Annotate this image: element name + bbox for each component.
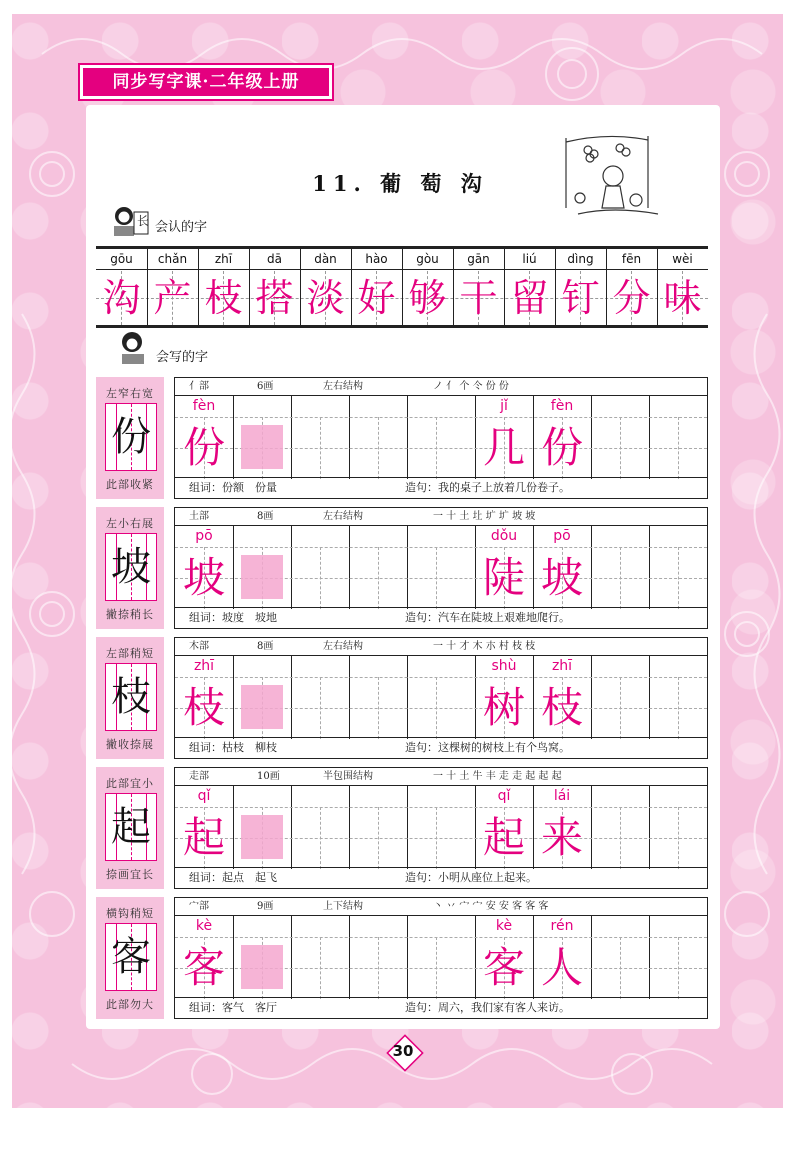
tracing-template	[241, 425, 283, 469]
guide-char-box	[105, 663, 157, 731]
stroke-order: 一 十 土 圵 圹 圹 坡 坡	[433, 511, 536, 522]
usage-row	[175, 997, 707, 1018]
word-char-2: 坡	[540, 553, 583, 602]
stroke-order: 丶 丷 宀 宀 安 安 客 客 客	[433, 901, 549, 912]
example-sentence: 造句：这棵树的树枝上有个鸟窝。	[405, 741, 570, 754]
model-char: 份	[182, 423, 225, 472]
pinyin-row	[175, 785, 707, 808]
word-pinyin-2: rén	[550, 918, 574, 934]
recognize-pinyin: chǎn	[157, 252, 188, 266]
tip-bottom: 撇捺稍长	[106, 609, 154, 621]
writing-grid	[175, 525, 707, 609]
guide-char-box	[105, 533, 157, 601]
example-sentence: 造句：我的桌子上放着几份卷子。	[405, 481, 570, 494]
pinyin-row	[175, 525, 707, 548]
tip-top: 左小右展	[106, 518, 154, 530]
recognize-item	[453, 249, 504, 325]
radical: 亻部	[189, 381, 209, 392]
stroke-order: 一 十 土 牛 丰 走 走 起 起 起	[433, 771, 562, 782]
word-pinyin-1: shù	[491, 658, 517, 674]
recognize-pinyin: gòu	[416, 252, 439, 266]
word-char-2: 人	[540, 943, 583, 992]
structure-tip-panel	[96, 507, 164, 629]
structure-tip-panel	[96, 897, 164, 1019]
word-pinyin-2: fèn	[550, 398, 574, 414]
lesson-title: 11. 葡 萄 沟	[312, 171, 488, 196]
recognize-pinyin: fēn	[621, 252, 642, 266]
word-examples: 组词：枯枝 柳枝	[189, 741, 277, 754]
page-number: 30	[392, 1042, 414, 1060]
practice-area	[174, 767, 708, 889]
example-sentence: 造句：汽车在陡坡上艰难地爬行。	[405, 611, 570, 624]
writing-block	[96, 507, 708, 629]
char-info-row	[175, 638, 707, 656]
girl-writing-icon	[116, 330, 156, 366]
recognize-char: 干	[459, 276, 498, 320]
recognize-pinyin: dā	[267, 252, 282, 266]
word-examples: 组词：起点 起飞	[189, 871, 277, 884]
writing-grid	[175, 915, 707, 999]
recognize-char: 钉	[561, 276, 600, 320]
word-char-2: 来	[540, 813, 583, 862]
write-section-label: 会写的字	[156, 349, 209, 364]
usage-row	[175, 607, 707, 628]
word-pinyin-2: pō	[553, 528, 571, 544]
cell-divider	[402, 249, 403, 325]
stroke-order: 一 十 才 木 朩 村 枝 枝	[433, 641, 536, 652]
recognize-item	[249, 249, 300, 325]
writing-grid	[175, 655, 707, 739]
cell-divider	[198, 249, 199, 325]
radical: 木部	[189, 641, 209, 652]
usage-row	[175, 867, 707, 888]
recognize-item	[657, 249, 708, 325]
stroke-count: 10画	[257, 771, 280, 782]
recognize-item	[351, 249, 402, 325]
practice-area	[174, 637, 708, 759]
char-pinyin: qǐ	[197, 788, 211, 804]
recognize-item	[300, 249, 351, 325]
writing-block	[96, 897, 708, 1019]
word-examples: 组词：坡度 坡地	[189, 611, 277, 624]
tracing-template	[241, 815, 283, 859]
recognize-item	[555, 249, 606, 325]
word-pinyin-1: dǒu	[490, 528, 518, 544]
char-info-row	[175, 508, 707, 526]
structure-tip-panel	[96, 637, 164, 759]
cell-divider	[657, 249, 658, 325]
writing-block	[96, 377, 708, 499]
word-pinyin-2: lái	[553, 788, 571, 804]
writing-grid	[175, 785, 707, 869]
model-char: 起	[182, 813, 225, 862]
tracing-template	[241, 945, 283, 989]
char-info-row	[175, 378, 707, 396]
writing-block	[96, 637, 708, 759]
recognize-char: 搭	[255, 276, 294, 320]
cell-divider	[147, 249, 148, 325]
char-pinyin: kè	[195, 918, 213, 934]
tracing-template	[241, 685, 283, 729]
pinyin-row	[175, 395, 707, 418]
recognize-pinyin: wèi	[672, 252, 693, 266]
usage-row	[175, 477, 707, 498]
cell-divider	[249, 249, 250, 325]
word-pinyin-1: kè	[495, 918, 513, 934]
stroke-count: 8画	[257, 511, 274, 522]
recognize-pinyin: liú	[522, 252, 537, 266]
usage-row	[175, 737, 707, 758]
grape-vine-illustration	[558, 128, 668, 220]
recognize-item	[96, 249, 147, 325]
example-sentence: 造句：小明从座位上起来。	[405, 871, 537, 884]
word-pinyin-1: jǐ	[500, 398, 508, 414]
structure: 上下结构	[323, 901, 363, 912]
stroke-count: 9画	[257, 901, 274, 912]
structure: 半包围结构	[323, 771, 373, 782]
recognize-item	[198, 249, 249, 325]
word-char-1: 陡	[482, 553, 525, 602]
word-char-1: 起	[482, 813, 525, 862]
example-sentence: 造句：周六，我们家有客人来访。	[405, 1001, 570, 1014]
tip-top: 左部稍短	[106, 648, 154, 660]
char-pinyin: pō	[195, 528, 213, 544]
practice-area	[174, 377, 708, 499]
guide-char: 枝	[111, 674, 151, 720]
writing-block	[96, 767, 708, 889]
word-char-2: 枝	[540, 683, 583, 732]
series-title-tag: 同步写字课·二年级上册	[80, 65, 332, 99]
radical: 宀部	[189, 901, 209, 912]
cell-divider	[606, 249, 607, 325]
guide-char: 份	[111, 414, 151, 460]
pinyin-row	[175, 915, 707, 938]
guide-char: 坡	[111, 544, 151, 590]
recognize-pinyin: dìng	[567, 252, 594, 266]
tip-bottom: 捺画宜长	[106, 869, 154, 881]
stroke-order: ノ 亻 个 仒 份 份	[433, 381, 509, 392]
word-examples: 组词：份额 份量	[189, 481, 277, 494]
model-char: 客	[182, 943, 225, 992]
word-pinyin-2: zhī	[551, 658, 573, 674]
radical: 土部	[189, 511, 209, 522]
structure-tip-panel	[96, 767, 164, 889]
tip-bottom: 此部收紧	[106, 479, 154, 491]
radical: 走部	[189, 771, 209, 782]
model-char: 坡	[182, 553, 225, 602]
word-pinyin-1: qǐ	[497, 788, 511, 804]
recognize-char: 分	[612, 276, 651, 320]
guide-char-box	[105, 403, 157, 471]
word-char-1: 客	[482, 943, 525, 992]
recognize-pinyin: gān	[467, 252, 490, 266]
tip-top: 左窄右宽	[106, 388, 154, 400]
char-info-row	[175, 768, 707, 786]
word-char-2: 份	[540, 423, 583, 472]
cell-divider	[555, 249, 556, 325]
recognize-pinyin: dàn	[314, 252, 337, 266]
cell-divider	[300, 249, 301, 325]
writing-grid	[175, 395, 707, 479]
recognize-char: 够	[408, 276, 447, 320]
recognize-char: 枝	[204, 276, 243, 320]
guide-char: 起	[111, 804, 151, 850]
structure: 左右结构	[323, 381, 363, 392]
stroke-count: 8画	[257, 641, 274, 652]
cell-divider	[351, 249, 352, 325]
page-number-badge	[381, 1036, 425, 1066]
structure: 左右结构	[323, 641, 363, 652]
tip-top: 横钩稍短	[106, 908, 154, 920]
cell-divider	[453, 249, 454, 325]
guide-char: 客	[111, 934, 151, 980]
word-examples: 组词：客气 客厅	[189, 1001, 277, 1014]
recognize-char: 好	[357, 276, 396, 320]
tip-bottom: 此部勿大	[106, 999, 154, 1011]
cell-divider	[504, 249, 505, 325]
recognize-table	[96, 246, 708, 328]
recognize-pinyin: zhī	[214, 252, 233, 266]
pinyin-row	[175, 655, 707, 678]
recognize-item	[402, 249, 453, 325]
practice-area	[174, 897, 708, 1019]
recognize-section-label: 会认的字	[155, 219, 208, 234]
tracing-template	[241, 555, 283, 599]
char-pinyin: zhī	[193, 658, 215, 674]
recognize-char: 产	[153, 276, 192, 320]
char-pinyin: fèn	[192, 398, 216, 414]
tip-top: 此部宜小	[106, 778, 154, 790]
stroke-count: 6画	[257, 381, 274, 392]
recognize-pinyin: hào	[365, 252, 388, 266]
structure: 左右结构	[323, 511, 363, 522]
recognize-char: 沟	[102, 276, 141, 320]
recognize-item	[606, 249, 657, 325]
recognize-char: 味	[663, 276, 702, 320]
recognize-pinyin: gōu	[110, 252, 133, 266]
tip-bottom: 撇收捺展	[106, 739, 154, 751]
word-char-1: 几	[482, 423, 525, 472]
recognize-char: 留	[510, 276, 549, 320]
structure-tip-panel	[96, 377, 164, 499]
recognize-item	[504, 249, 555, 325]
recognize-item	[147, 249, 198, 325]
char-info-row	[175, 898, 707, 916]
recognize-char: 淡	[306, 276, 345, 320]
model-char: 枝	[182, 683, 225, 732]
guide-char-box	[105, 923, 157, 991]
icon-char: 长	[137, 214, 150, 228]
guide-char-box	[105, 793, 157, 861]
practice-area	[174, 507, 708, 629]
word-char-1: 树	[482, 683, 525, 732]
